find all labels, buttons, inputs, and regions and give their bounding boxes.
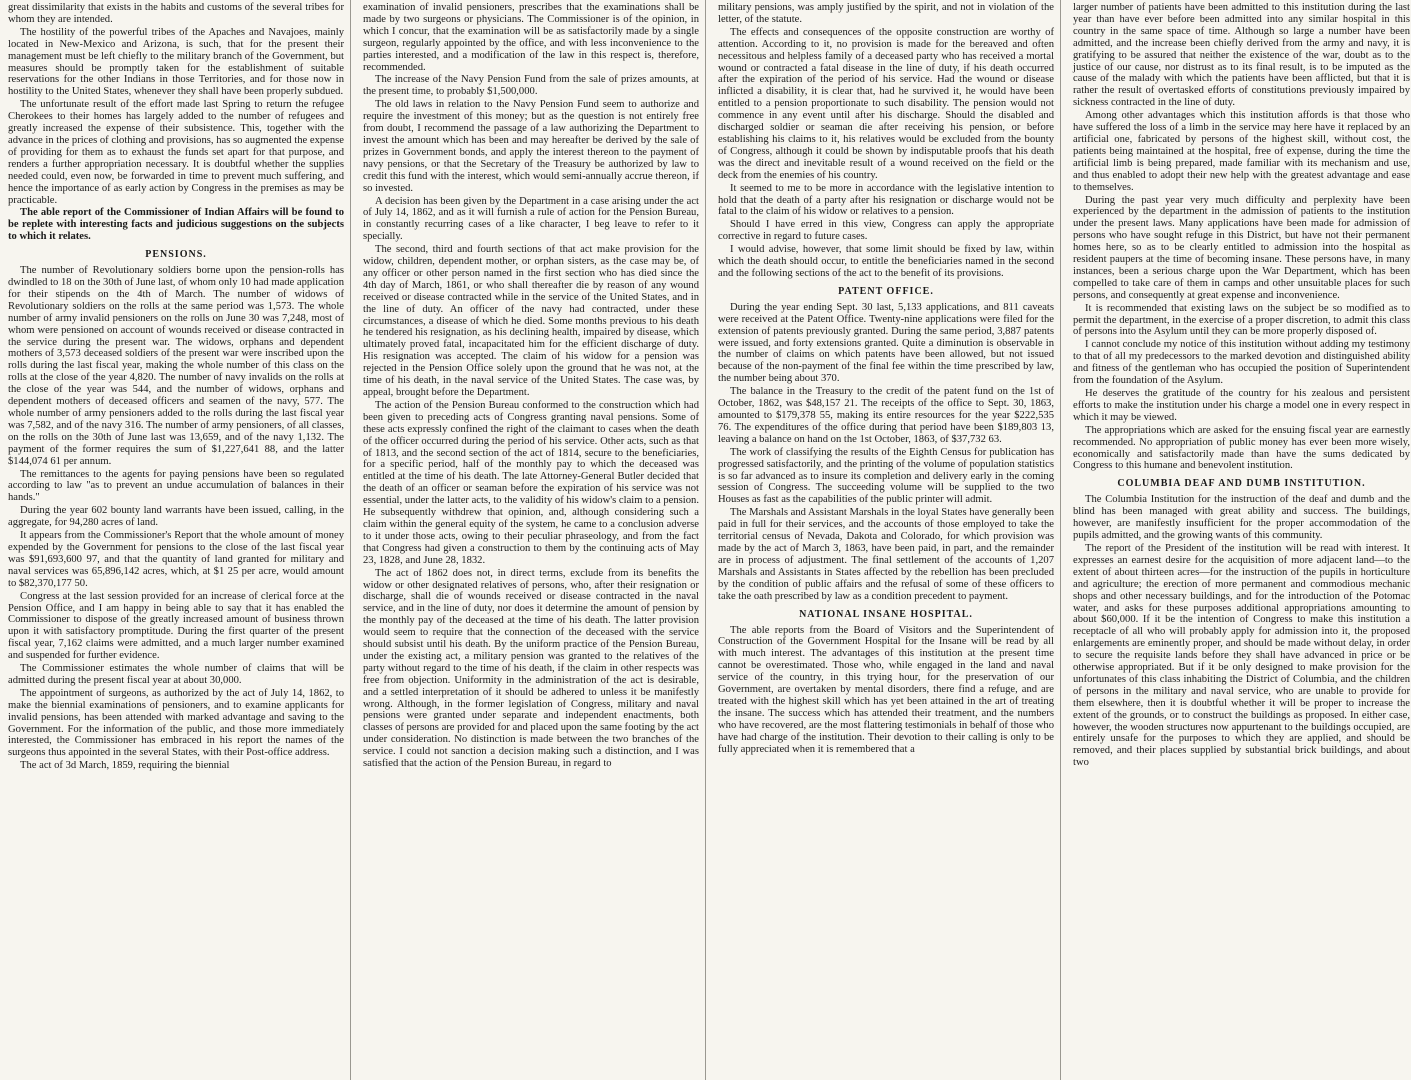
paragraph: It seemed to me to be more in accordance with the legislative intention to hold that the death of a party after his resignation or discharge would not be fatal to the claim of his widow or relatives to a pension. bbox=[718, 182, 1054, 218]
paragraph: I would advise, however, that some limit should be fixed by law, within which the death should occur, to entitle the beneficiaries named in the second and the following sections of the act to the benefit of its provisions. bbox=[718, 244, 1054, 279]
paragraph: The hostility of the powerful tribes of the Apaches and Navajoes, mainly located in New-Mexico and Arizona, is such, that for the present their management must be left chiefly to the military branch of the Government, but measures should be promptly taken for the establishment of suitable reservations for the other Indians in those Territories, and for those now in hostility to the United States, whenever they shall have been properly subdued. bbox=[8, 26, 344, 98]
paragraph: great dissimilarity that exists in the habits and customs of the several tribes for whom they are intended. bbox=[8, 2, 344, 25]
paragraph: military pensions, was amply justified by the spirit, and not in violation of the letter, of the statute. bbox=[718, 2, 1054, 25]
column-3 bbox=[712, 0, 1061, 1080]
paragraph: The increase of the Navy Pension Fund from the sale of prizes amounts, at the present time, to probably $1,500,000. bbox=[363, 74, 699, 98]
paragraph: The remittances to the agents for paying pensions have been so regulated according to law "as to prevent an undue accumulation of balances in their hands." bbox=[8, 468, 344, 504]
paragraph: The second, third and fourth sections of that act make provision for the widow, children, dependent mother, or orphan sisters, as the case may be, of any officer or other person named in the first section who has died since the 4th day of March, 1861, or who shall thereafter die by reason of any wound received or disease contracted while in the service of the United States, and in the line of duty. An officer of the navy had contracted, under these circumstances, a disease of which he died. Some months previous to his death he tendered his resignation, as his declining health, impaired by disease, which ultimately proved fatal, incapacitated him for the efficient discharge of duty. His resignation was accepted. The claim of his widow for a pension was rejected in the Pension Office solely upon the ground that he was not, at the time of his death, in the naval service of the United States. The case was, by appeal, brought before the Department. bbox=[363, 244, 699, 398]
section-heading: NATIONAL INSANE HOSPITAL. bbox=[799, 608, 973, 620]
paragraph: The Marshals and Assistant Marshals in the loyal States have generally been paid in full for their services, and the accounts of those employed to take the territorial census of Nevada, Dakota and Colorado, for which provision was made by the act of March 3, 1863, have been paid, in part, and the remainder are in process of adjustment. The final settlement of the accounts of 1,207 Marshals and Assistants in States affected by the rebellion has been precluded by the condition of public affairs and the refusal of some of these officers to take the oath prescribed by law as a condition precedent to payment. bbox=[718, 507, 1054, 602]
paragraph: The effects and consequences of the opposite construction are worthy of attention. According to it, no provision is made for the bereaved and often necessitous and helpless family of a deceased party who has received a mortal wound or contracted a fatal disease in the line of duty, if his death occurred after the expiration of the period of his service. Had the wound or disease inflicted a disability, it is clear that, had he survived it, he would have been entitled to a pension proportionate to such disability. The pension would not commence in any event until after his discharge. Should the disabled and discharged soldier or seaman die after receiving his pension, or before establishing his claims to it, his relatives would be excluded from the bounty of Congress, although it could be shown by indisputable proofs that his death was the direct and inevitable result of a wound received on the field or the deck from the enemies of his country. bbox=[718, 26, 1054, 181]
paragraph: The report of the President of the institution will be read with interest. It expresses an earnest desire for the acquisition of more adjacent land—to the extent of about thirteen acres—for the instruction of the pupils in horticulture and agriculture; the erection of more permanent and commodious mechanic shops and other necessary buildings, and for the introduction of the Potomac water, and asks for these purposes additional appropriations amounting to about $60,000. If it be the intention of Congress to make this institution a receptacle of all who will probably apply for admission into it, the proposed enlargements are eminently proper, and should be made without delay, in order to secure the requisite lands before they shall have advanced in price or be otherwise appropriated. But if it be only designed to make provision for the unfortunates of this class inhabiting the District of Columbia, and the children of persons in the military and naval service, who are unable to provide for them elsewhere, then it is doubtful whether it will be proper to increase the extent of the grounds, or to construct the buildings as proposed. In either case, however, the wooden structures now appurtenant to the buildings occupied, are entirely unsafe for the purposes to which they are applied, and should be removed, and their places supplied by substantial brick buildings, and about two bbox=[1073, 542, 1410, 769]
paragraph: During the past year very much difficulty and perplexity have been experienced by the department in the admission of patients to the institution under the present laws. Many applications have been made for admission of persons who have sought refuge in this District, but have not their permanent homes here, so as to be clearly entitled to admission into the hospital as resident paupers at the time of becoming insane. These persons have, in many instances, been a serious charge upon the War Department, which has been compelled to take care of them in camps and other unsuitable places for such persons, and consequently at great expense and inconvenience. bbox=[1073, 194, 1410, 301]
paragraph: The able reports from the Board of Visitors and the Superintendent of Construction of the Government Hospital for the Insane will be read by all with much interest. The advantages of this institution at the present time cannot be overestimated. Those who, while engaged in the land and naval service of the country, in this trying hour, for the preservation of our Government, are overtaken by mental disorders, there find a refuge, and are treated with the highest skill which has yet been attained in the art of treating the insane. The success which has attended their treatment, and the numbers who have recovered, are the most flattering testimonials in behalf of those who have had charge of the institution. Their devotion to their calling is only to be fully appreciated when it is remembered that a bbox=[718, 624, 1054, 755]
paragraph: The work of classifying the results of the Eighth Census for publication has progressed satisfactorily, and the printing of the volume of population statistics is so far advanced as to insure its completion and delivery early in the coming session of Congress. The succeeding volume will be supplied to the two Houses as fast as the capabilities of the public printer will admit. bbox=[718, 446, 1054, 506]
paragraph: I cannot conclude my notice of this institution without adding my testimony to that of all my predecessors to the marked devotion and distinguished ability and fitness of the gentleman who has occupied the position of Superintendent from the foundation of the Asylum. bbox=[1073, 339, 1410, 387]
paragraph: The act of 1862 does not, in direct terms, exclude from its benefits the widow or other designated relatives of persons, who, after their resignation or discharge, shall die of wounds received or disease contracted in the naval service, and in the line of duty, nor does it determine the amount of pension by the monthly pay of the deceased at the time of his death. The latter provision would seem to require that the connection of the deceased with the service should subsist until his death. By the uniform practice of the Pension Bureau, under the existing act, a military pension was granted to the relatives of the party without regard to the time of his death, if the claim in other respects was free from objection. Uniformity in the administration of the act is desirable, and a settled interpretation of it should be adhered to unless it be manifestly wrong. Although, in the former legislation of Congress, military and naval pensions were granted under separate and independent enactments, both classes of persons are provided for and placed upon the same footing by the act under consideration. No distinction is made between the two branches of the service. I could not sanction a decision making such a distinction, and I was satisfied that the action of the Pension Bureau, in regard to bbox=[363, 567, 699, 770]
paragraph: The unfortunate result of the effort made last Spring to return the refugee Cherokees to their homes has largely added to the number of refugees and greatly increased the expense of their subsistence. This, together with the advance in the prices of clothing and provisions, has so augmented the expense of providing for them as to exhaust the funds set apart for that purpose, and renders a further appropriation necessary. It is doubtful whether the supplies needed could, even now, be forwarded in time to prevent much suffering, and hence the importance of as early action by Congress in the premises as may be practicable. bbox=[8, 99, 344, 206]
paragraph: larger number of patients have been admitted to this institution during the last year than have ever before been admitted into any similar hospital in this country in the same space of time. Although so large a number have been admitted, and the increase been chiefly derived from the army and navy, it is gratifying to be assured that neither the existence of the war, doubt as to the justice of our cause, nor distrust as to its final result, is to be imputed as the cause of the malady with which the patients have been afflicted, but that it is rather the result of overtasked efforts of constitutions previously impaired by sickness contracted in the line of duty. bbox=[1073, 2, 1410, 109]
paragraph: The action of the Pension Bureau conformed to the construction which had been given to preceding acts of Congress granting naval pensions. Some of these acts expressly confined the right of the claimant to cases when the death of the officer occurred during the period of his service. Other acts, such as that of 1813, and the second section of the act of 1814, secure to the beneficiaries, for a specific period, half of the monthly pay to which the deceased was entitled at the time of his death. The late Attorney-General Butler decided that the death of an officer or seaman before the expiration of his service was not essential, under the latter acts, to the validity of his widow's claim to a pension. He subsequently withdrew that opinion, and, although considering such a claim within the general equity of the system, he came to a conclusion adverse to it under those acts, owing to their peculiar phraseology, and from the fact that Congress had given a construction to them by the continuing acts of May 23, 1828, and June 28, 1832. bbox=[363, 399, 699, 566]
paragraph: The appointment of surgeons, as authorized by the act of July 14, 1862, to make the biennial examinations of pensioners, and to examine applicants for invalid pensions, has been attended with marked advantage and saving to the Government. For the information of the public, and those more immediately interested, the Commissioner has embraced in his report the names of the surgeons thus appointed in the several States, with their Post-office address. bbox=[8, 687, 344, 759]
paragraph: The Columbia Institution for the instruction of the deaf and dumb and the blind has been managed with great ability and success. The buildings, however, are manifestly insufficient for the proper accommodation of the pupils admitted, and the growing wants of this community. bbox=[1073, 494, 1410, 542]
section-heading: COLUMBIA DEAF AND DUMB INSTITUTION. bbox=[1117, 478, 1366, 490]
paragraph: The appropriations which are asked for the ensuing fiscal year are earnestly recommended. No appropriation of public money has ever been more wisely, economically and satisfactorily made than have the sums dedicated by Congress to this humane and benevolent institution. bbox=[1073, 424, 1410, 472]
paragraph: A decision has been given by the Department in a case arising under the act of July 14, 1862, and as it will furnish a rule of action for the Pension Bureau, in constantly recurring cases of a like character, I beg leave to refer to it specially. bbox=[363, 195, 699, 243]
paragraph: The able report of the Commissioner of Indian Affairs will be found to be replete with interesting facts and judicious suggestions on the subjects to which it relates. bbox=[8, 207, 344, 243]
column-2 bbox=[357, 0, 706, 1080]
paragraph: Should I have erred in this view, Congress can apply the appropriate corrective in regard to future cases. bbox=[718, 219, 1054, 243]
paragraph: During the year ending Sept. 30 last, 5,133 applications, and 811 caveats were received at the Patent Office. Twenty-nine applications were filed for the extension of patents previously granted. During the same period, 3,887 patents were issued, and forty extensions granted. Quite a diminution is observable in the number of claims on which patents have been allowed, but not issued because of the non-payment of the final fee within the time prescribed by law, the number being about 370. bbox=[718, 301, 1054, 385]
paragraph: The old laws in relation to the Navy Pension Fund seem to authorize and require the investment of this money; but as the question is not entirely free from doubt, I recommend the passage of a law authorizing the Department to invest the amount which has been and may hereafter be derived by the sale of prizes in Government bonds, and apply the interest thereon to the payment of navy pensions, or that the Secretary of the Treasury be authorized by law to credit this fund with the interest, which would semi-annually accrue thereon, if so invested. bbox=[363, 99, 699, 194]
paragraph: He deserves the gratitude of the country for his zealous and persistent efforts to make the institution under his charge a model one in every respect in which it may be viewed. bbox=[1073, 388, 1410, 423]
paragraph: The number of Revolutionary soldiers borne upon the pension-rolls has dwindled to 18 on the 30th of June last, of whom only 10 had made application for their stipends on the 4th of March. The number of widows of Revolutionary soldiers on the rolls at the same period was 1,573. The whole number of army invalid pensioners on the rolls on June 30 was 7,248, most of whom were pensioned on account of wounds received or disease contracted in the service during the present war. The widows, orphans and dependent mothers of 3,573 deceased soldiers of the present war were inscribed upon the rolls during the last fiscal year, making the whole number of this class on the rolls at the close of the year 4,820. The number of navy invalids on the rolls at the close of the year was 544, and the number of widows, orphans and dependent mothers of deceased officers and seamen of the navy, 577. The whole number of army pensioners added to the rolls during the last fiscal year was 7,582, and of the navy 316. The number of army pensioners, of all classes, on the rolls on the 30th of June last was 13,659, and of the navy 1,132. The payment of the former requires the sum of $1,227,641 88, and the latter $144,074 61 per annum. bbox=[8, 265, 344, 467]
paragraph: The act of 3d March, 1859, requiring the biennial bbox=[20, 760, 230, 772]
paragraph: The balance in the Treasury to the credit of the patent fund on the 1st of October, 1862, was $48,157 21. The receipts of the office to Sept. 30, 1863, amounted to $179,378 55, making its entire resources for the year $222,535 76. The expenditures of the office during that period have been $189,803 13, leaving a balance on hand on the 1st October, 1863, of $37,732 63. bbox=[718, 386, 1054, 445]
paragraph: It appears from the Commissioner's Report that the whole amount of money expended by the Government for pensions to the close of the last fiscal year was $91,693,600 97, and that the quantity of land granted for military and naval services was 65,896,142 acres, which, at $1 25 per acre, would amount to $82,370,177 50. bbox=[8, 530, 344, 589]
paragraph: The Commissioner estimates the whole number of claims that will be admitted during the present fiscal year at about 30,000. bbox=[8, 663, 344, 686]
paragraph: Among other advantages which this institution affords is that those who have suffered the loss of a limb in the service may here have it replaced by an artificial one, fabricated by persons of the highest skill, without cost, the patients being maintained at the hospital, free of expense, during the time the artificial limb is being prepared, made familiar with its mechanism and use, and thus enabled to adopt their new help with the greatest advantage and ease to themselves. bbox=[1073, 110, 1410, 193]
paragraph: examination of invalid pensioners, prescribes that the examinations shall be made by two surgeons or physicians. The Commissioner is of the opinion, in which I concur, that the examination will be as satisfactorily made by a single surgeon, regularly appointed by the office, and with less inconvenience to the parties interested, and a modification of the law in this respect is, therefore, recommended. bbox=[363, 2, 699, 73]
column-4 bbox=[1067, 0, 1411, 1080]
section-heading: PENSIONS. bbox=[145, 249, 207, 261]
paragraph: Congress at the last session provided for an increase of clerical force at the Pension Office, and I am happy in being able to say that it has enabled the Commissioner to dispose of the greatly increased amount of business thrown upon it with satisfactory promptitude. During the first quarter of the present fiscal year, 7,162 claims were admitted, and a much larger number examined and suspended for further evidence. bbox=[8, 590, 344, 662]
section-heading: PATENT OFFICE. bbox=[838, 285, 934, 297]
paragraph: During the year 602 bounty land warrants have been issued, calling, in the aggregate, for 94,280 acres of land. bbox=[8, 505, 344, 529]
paragraph: It is recommended that existing laws on the subject be so modified as to permit the department, in the exercise of a proper discretion, to admit this class of persons into the Asylum until they can be more properly disposed of. bbox=[1073, 302, 1410, 338]
column-1 bbox=[2, 0, 351, 1080]
